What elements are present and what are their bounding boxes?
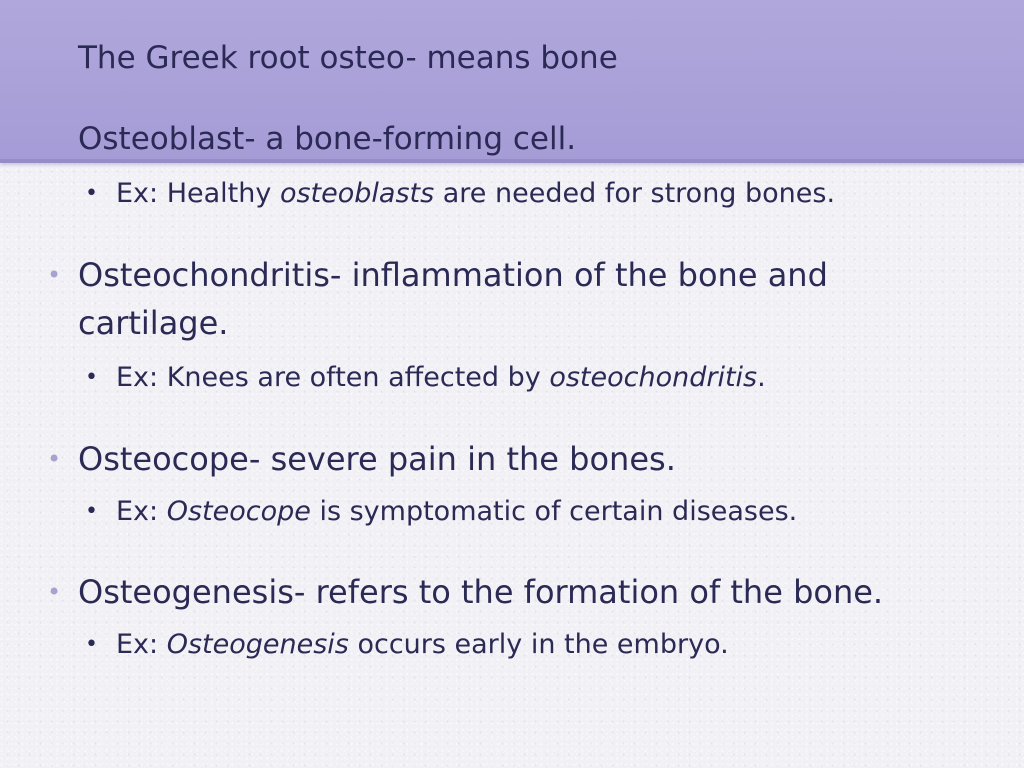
example-prefix: Ex:	[116, 629, 167, 660]
term-osteoblast: Osteoblast- a bone-forming cell.	[78, 121, 577, 157]
example-osteoblast	[85, 176, 996, 212]
example-emphasis: osteochondritis	[549, 362, 758, 393]
example-osteogenesis	[85, 627, 996, 663]
slide-title: The Greek root osteo- means bone	[78, 40, 618, 76]
bullet-icon: •	[47, 445, 62, 473]
term-text: Osteogenesis- refers to the formation of the bone.	[78, 573, 884, 611]
bullet-icon: •	[47, 261, 62, 289]
term-osteocope	[47, 435, 978, 483]
bullet-icon: •	[47, 578, 62, 606]
term-text: Osteochondritis- inflammation of the bone and cartilage.	[78, 256, 828, 342]
term-osteochondritis	[47, 251, 978, 347]
example-suffix: is symptomatic of certain diseases.	[310, 496, 798, 527]
bullet-icon: •	[85, 181, 98, 206]
bullet-icon: •	[85, 632, 98, 657]
term-text: Osteocope- severe pain in the bones.	[78, 440, 676, 478]
example-osteochondritis	[85, 360, 996, 396]
example-emphasis: Osteogenesis	[166, 629, 349, 660]
term-osteogenesis	[47, 568, 978, 616]
example-prefix: Ex: Knees are often affected by	[116, 362, 550, 393]
example-prefix: Ex: Healthy	[116, 178, 280, 209]
example-osteocope	[85, 494, 996, 530]
bullet-icon: •	[85, 365, 98, 390]
example-suffix: .	[757, 362, 766, 393]
example-suffix: are needed for strong bones.	[434, 178, 836, 209]
example-emphasis: osteoblasts	[279, 178, 435, 209]
example-prefix: Ex:	[116, 496, 167, 527]
example-suffix: occurs early in the embryo.	[348, 629, 729, 660]
example-emphasis: Osteocope	[166, 496, 311, 527]
bullet-icon: •	[85, 499, 98, 524]
